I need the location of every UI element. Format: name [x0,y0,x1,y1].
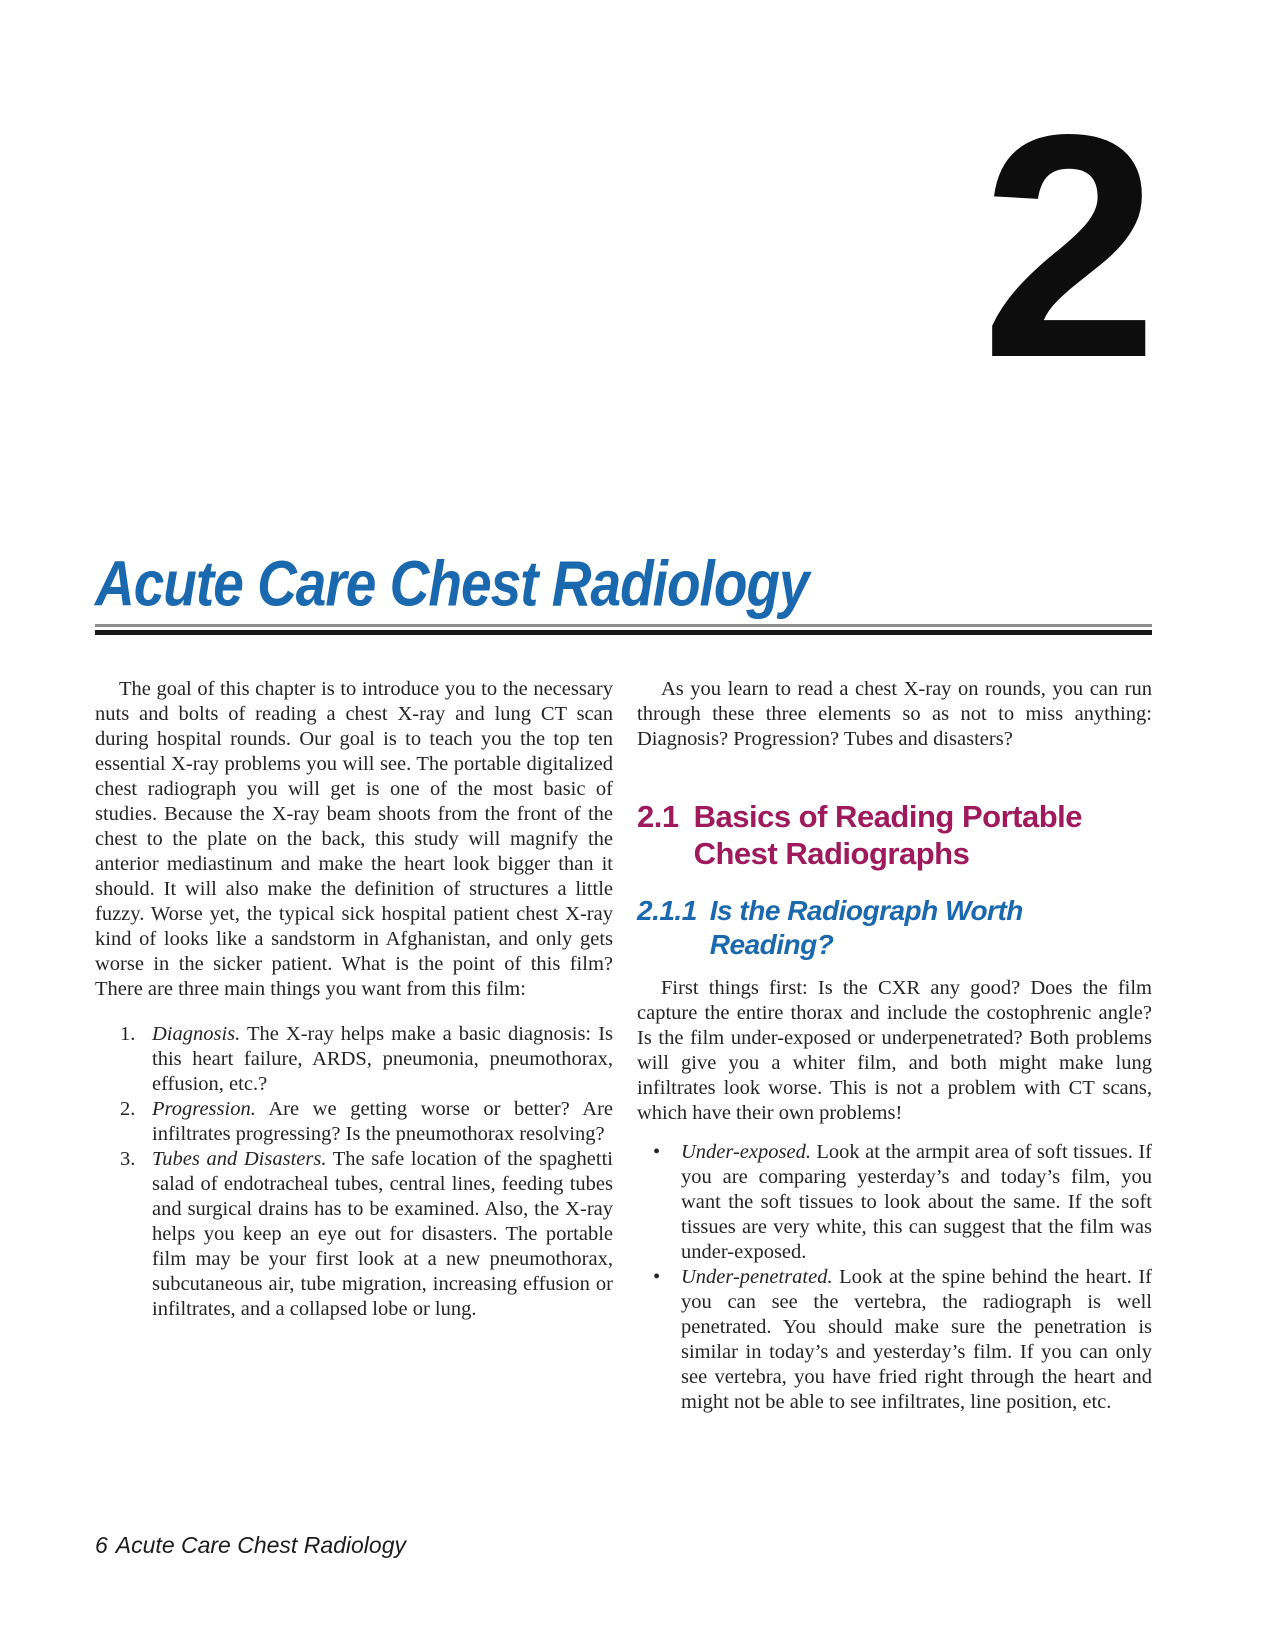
bullet-item-text [681,1140,1152,1265]
bullet-item-under-exposed [637,1140,1152,1265]
running-title: Acute Care Chest Radiology [115,1532,407,1558]
section-title: Basics of Reading Portable Chest Radiographs [693,799,1082,872]
chapter-number: 2 [981,69,1152,424]
bullet-glyph: • [653,1266,661,1289]
list-item-diagnosis [95,1022,613,1097]
list-item-text [152,1147,613,1322]
bullet-item-lead: Under-exposed. [681,1141,811,1164]
list-item-lead: Tubes and Disasters. [152,1148,327,1171]
bullet-item-lead: Under-penetrated. [681,1266,833,1289]
list-number: 2. [120,1098,136,1121]
rounds-paragraph: As you learn to read a chest X-ray on rounds, you can run through these three elements so as not to miss anything: Diagnosis? Progression? Tubes and disasters? [637,678,1152,751]
bullet-item-under-penetrated [637,1265,1152,1415]
chapter-intro-paragraph: The goal of this chapter is to introduce you to the necessary nuts and bolts of reading a chest X-ray and lung CT scan during hospital rounds. Our goal is to teach you the top ten essential X-ray problems you will see. The portable digitalized chest radiograph you will get is one of the most basic of studies. Because the X-ray beam shoots from the front of the chest to the plate on the back, this study will magnify the anterior mediastinum and make the heart look bigger than it should. It will also make the definition of structures a little fuzzy. Worse yet, the typical sick hospital patient chest X-ray kind of looks like a sandstorm in Afghanistan, and only gets worse in the sicker patient. What is the point of this film? There are three main things you want from this film: [95,678,613,1001]
list-item-rest: Are we getting worse or better? Are infiltrates progressing? Is the pneumothorax resolving? [152,1098,613,1146]
first-things-paragraph: First things first: Is the CXR any good? Does the film capture the entire thorax and include the costophrenic angle? Is the film under-exposed or underpenetrated? Both problems will give you a whiter film, and both might make lung infiltrates look worse. This is not a problem with CT scans, which have their own problems! [637,977,1152,1125]
section-number: 2.1 [637,799,679,835]
page-number: 6 [95,1532,108,1558]
bullet-item-text [681,1265,1152,1415]
list-item-rest: The X-ray helps make a basic diagnosis: Is this heart failure, ARDS, pneumonia, pneumothorax, effusion, etc.? [152,1023,613,1096]
exposure-bullet-list [637,1140,1152,1415]
list-number: 3. [120,1148,136,1171]
title-rule-thick-line [95,630,1152,635]
chapter-title: Acute Care Chest Radiology [95,547,809,620]
bullet-item-rest: Look at the armpit area of soft tissues. If you are comparing yesterday’s and today’s film, you want the soft tissues to look about the same. If the soft tissues are very white, this can suggest that the film was under-exposed. [681,1141,1152,1264]
list-number: 1. [120,1023,136,1046]
two-column-body [95,677,1152,1415]
list-item-lead: Diagnosis. [152,1023,241,1046]
section-heading-2-1 [637,798,1152,872]
title-rule [95,624,1152,635]
list-item-text [152,1022,613,1097]
left-column [95,677,613,1415]
list-item-rest: The safe location of the spaghetti salad of endotracheal tubes, central lines, feeding tubes and surgical drains has to be examined. Also, the X-ray helps you keep an eye out for disasters. The portable film may be your first look at a new pneumothorax, subcutaneous air, tube migration, increasing effusion or infiltrates, and a collapsed lobe or lung. [152,1148,613,1321]
bullet-item-rest: Look at the spine behind the heart. If you can see the vertebra, the radiograph is well penetrated. You should make sure the penetration is similar in today’s and yesterday’s film. If you can only see vertebra, you have fried right through the heart and might not be able to see infiltrates, line position, etc. [681,1266,1152,1414]
list-item-tubes-and-disasters [95,1147,613,1322]
right-column [637,677,1152,1415]
subsection-title: Is the Radiograph Worth Reading? [709,895,1023,961]
bullet-glyph: • [653,1141,661,1164]
three-things-numbered-list [95,1022,613,1322]
page-footer [95,1532,406,1559]
list-item-progression [95,1097,613,1147]
list-item-lead: Progression. [152,1098,256,1121]
subsection-heading-2-1-1 [637,894,1152,962]
subsection-number: 2.1.1 [637,895,697,927]
list-item-text [152,1097,613,1147]
